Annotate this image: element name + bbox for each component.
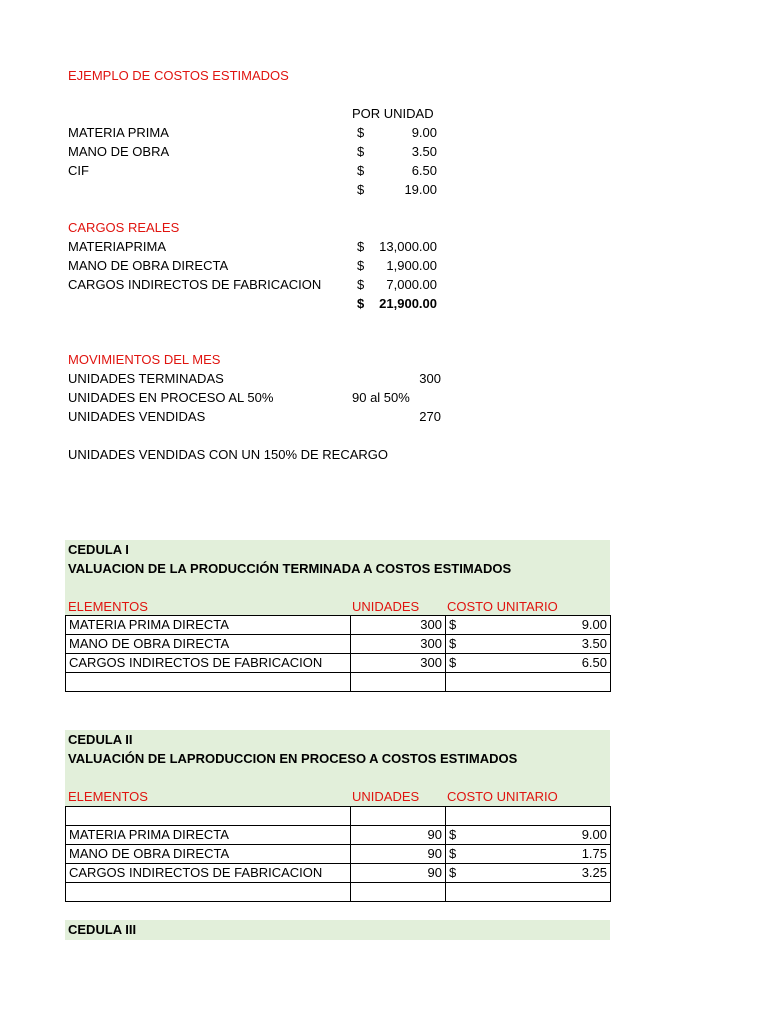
- table-row: [66, 845, 611, 864]
- elemento-cell: CARGOS INDIRECTOS DE FABRICACION: [66, 864, 351, 883]
- currency-symbol: $: [357, 163, 365, 178]
- cedula-2-subtitle: VALUACIÓN DE LAPRODUCCION EN PROCESO A COSTOS ESTIMADOS: [68, 751, 518, 766]
- elemento-cell: MANO DE OBRA DIRECTA: [66, 635, 351, 654]
- currency-symbol: $: [449, 827, 457, 842]
- page-title: EJEMPLO DE COSTOS ESTIMADOS: [68, 68, 289, 83]
- currency-symbol: $: [449, 865, 457, 880]
- empty-cell: [351, 883, 446, 902]
- empty-cell: [446, 673, 611, 692]
- empty-cell: [351, 807, 446, 826]
- costo-value: 3.25: [581, 865, 607, 880]
- costo-value: 9.00: [581, 617, 607, 632]
- cedula-2-table: [65, 806, 611, 902]
- table-row: [66, 635, 611, 654]
- movimiento-label: UNIDADES EN PROCESO AL 50%: [68, 390, 274, 405]
- unidades-cell: 300: [351, 616, 446, 635]
- currency-symbol: $: [357, 277, 365, 292]
- table-row: [66, 654, 611, 673]
- empty-cell: [66, 883, 351, 902]
- real-value: 7,000.00: [386, 277, 437, 292]
- cedula-3-title: CEDULA III: [68, 922, 137, 937]
- currency-symbol: $: [449, 846, 457, 861]
- estimado-value: 9.00: [411, 125, 437, 140]
- col-costo-unitario: COSTO UNITARIO: [447, 599, 558, 614]
- unidades-cell: 300: [351, 654, 446, 673]
- cedula-3-header-band: [65, 920, 610, 940]
- empty-cell: [446, 807, 611, 826]
- costo-cell: [446, 845, 611, 864]
- col-unidades: UNIDADES: [352, 789, 420, 804]
- movimiento-label: UNIDADES TERMINADAS: [68, 371, 224, 386]
- elemento-cell: MANO DE OBRA DIRECTA: [66, 845, 351, 864]
- movimiento-value: 300: [419, 371, 441, 386]
- estimado-label: MANO DE OBRA: [68, 144, 170, 159]
- movimiento-label: UNIDADES VENDIDAS: [68, 409, 206, 424]
- costo-cell: [446, 826, 611, 845]
- movimiento-value: 270: [419, 409, 441, 424]
- real-label: CARGOS INDIRECTOS DE FABRICACION: [68, 277, 322, 292]
- costo-value: 3.50: [581, 636, 607, 651]
- movimientos-title: MOVIMIENTOS DEL MES: [68, 352, 221, 367]
- cargos-reales-title: CARGOS REALES: [68, 220, 180, 235]
- table-row-empty: [66, 883, 611, 902]
- estimado-label: MATERIA PRIMA: [68, 125, 169, 140]
- costo-value: 6.50: [581, 655, 607, 670]
- movimiento-value: 90 al 50%: [352, 390, 410, 405]
- currency-symbol: $: [449, 655, 457, 670]
- real-value: 13,000.00: [379, 239, 437, 254]
- estimado-value: 3.50: [411, 144, 437, 159]
- estimado-value: 6.50: [411, 163, 437, 178]
- cedula-1-subtitle: VALUACION DE LA PRODUCCIÓN TERMINADA A COSTOS ESTIMADOS: [68, 561, 512, 576]
- currency-symbol: $: [357, 239, 365, 254]
- currency-symbol: $: [357, 296, 365, 311]
- empty-cell: [66, 807, 351, 826]
- empty-cell: [351, 673, 446, 692]
- col-elementos: ELEMENTOS: [68, 599, 148, 614]
- unidades-cell: 90: [351, 864, 446, 883]
- table-row-empty: [66, 807, 611, 826]
- table-row-empty: [66, 673, 611, 692]
- currency-symbol: $: [357, 125, 365, 140]
- currency-symbol: $: [357, 144, 365, 159]
- currency-symbol: $: [357, 258, 365, 273]
- currency-symbol: $: [449, 636, 457, 651]
- estimado-total: 19.00: [404, 182, 437, 197]
- cedula-2-title: CEDULA II: [68, 732, 133, 747]
- cedula-1-table: [65, 615, 611, 692]
- table-row: [66, 826, 611, 845]
- costo-value: 9.00: [581, 827, 607, 842]
- empty-cell: [446, 883, 611, 902]
- real-value: 1,900.00: [386, 258, 437, 273]
- costo-cell: [446, 864, 611, 883]
- costo-value: 1.75: [581, 846, 607, 861]
- cedula-1-title: CEDULA I: [68, 542, 129, 557]
- table-row: [66, 864, 611, 883]
- unidades-cell: 300: [351, 635, 446, 654]
- por-unidad-header: POR UNIDAD: [352, 106, 434, 121]
- costo-cell: [446, 616, 611, 635]
- elemento-cell: MATERIA PRIMA DIRECTA: [66, 616, 351, 635]
- table-row: [66, 616, 611, 635]
- recargo-note: UNIDADES VENDIDAS CON UN 150% DE RECARGO: [68, 447, 389, 462]
- costo-cell: [446, 635, 611, 654]
- real-label: MATERIAPRIMA: [68, 239, 166, 254]
- costo-cell: [446, 654, 611, 673]
- elemento-cell: CARGOS INDIRECTOS DE FABRICACION: [66, 654, 351, 673]
- unidades-cell: 90: [351, 845, 446, 864]
- estimado-label: CIF: [68, 163, 89, 178]
- empty-cell: [66, 673, 351, 692]
- col-elementos: ELEMENTOS: [68, 789, 148, 804]
- currency-symbol: $: [357, 182, 365, 197]
- real-label: MANO DE OBRA DIRECTA: [68, 258, 229, 273]
- col-unidades: UNIDADES: [352, 599, 420, 614]
- currency-symbol: $: [449, 617, 457, 632]
- unidades-cell: 90: [351, 826, 446, 845]
- elemento-cell: MATERIA PRIMA DIRECTA: [66, 826, 351, 845]
- col-costo-unitario: COSTO UNITARIO: [447, 789, 558, 804]
- real-total: 21,900.00: [379, 296, 437, 311]
